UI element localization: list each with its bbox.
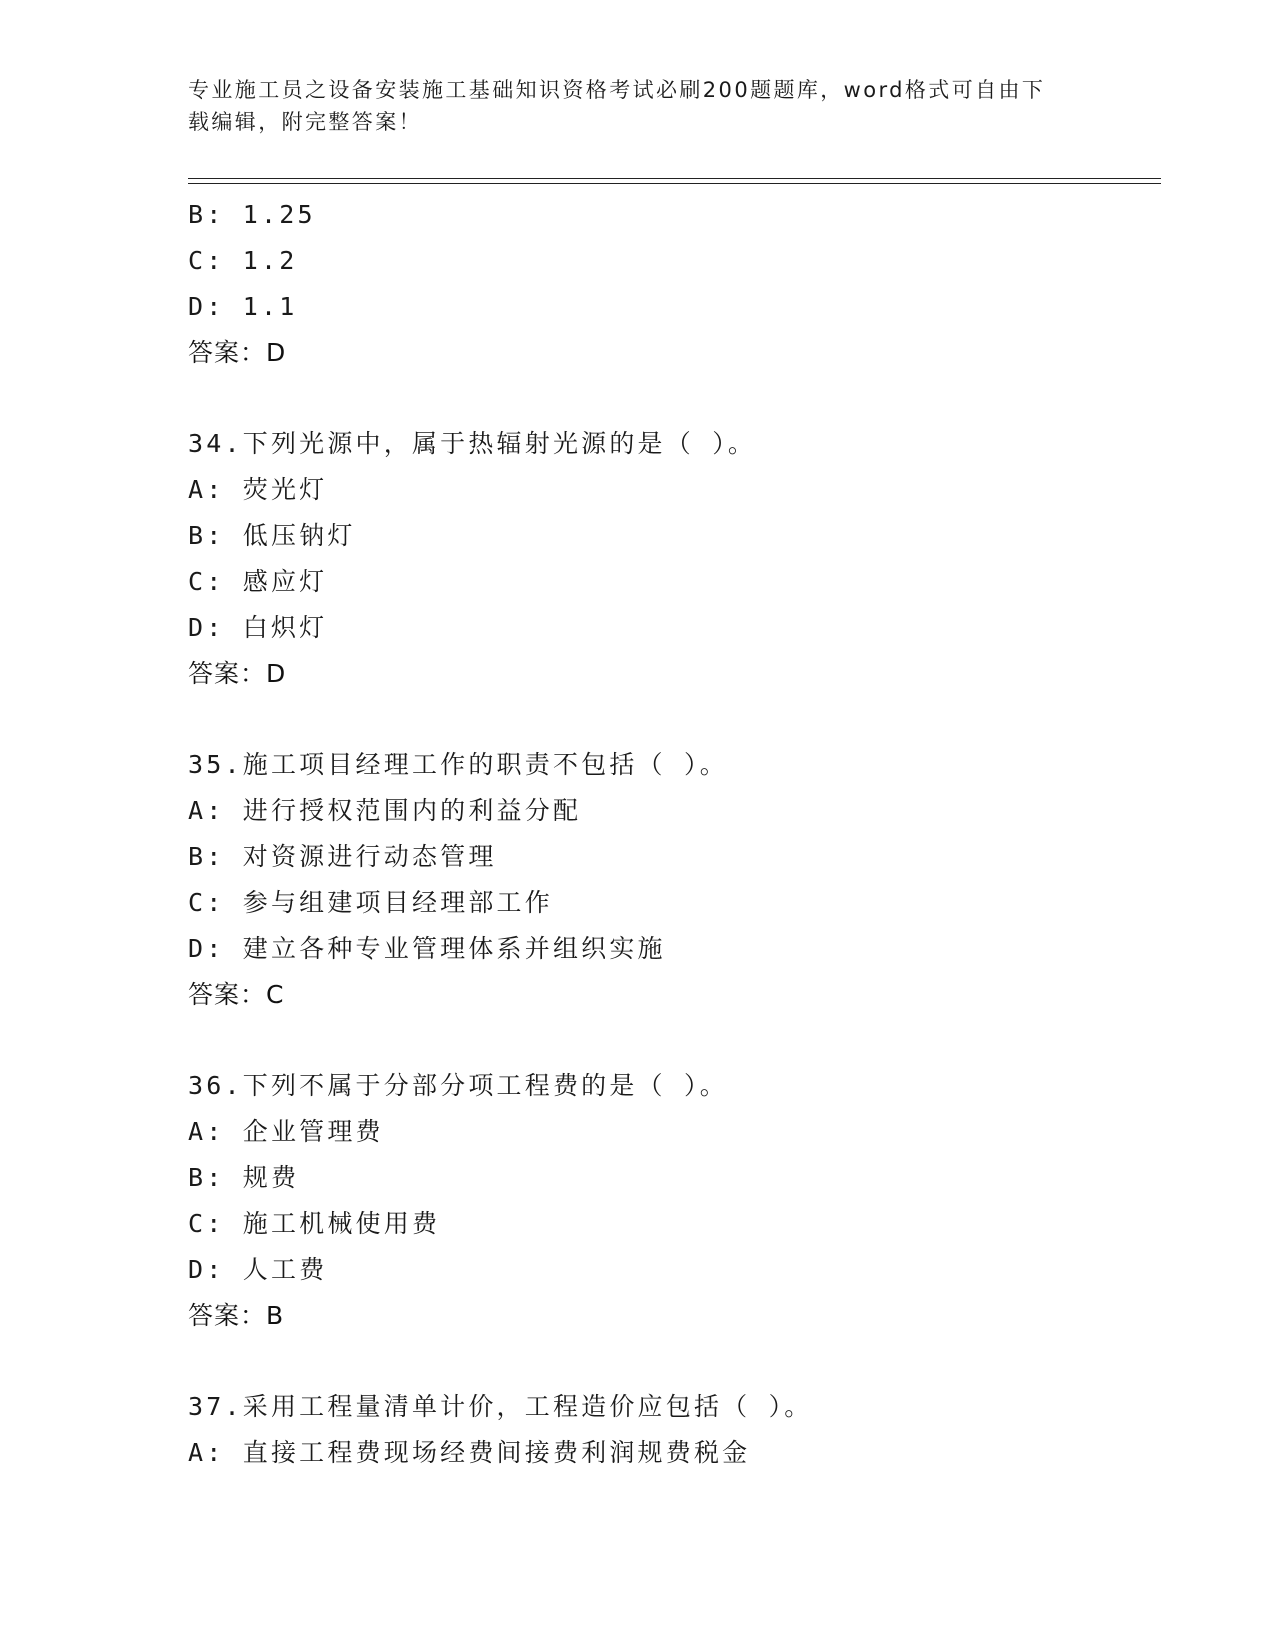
option-a: A: 直接工程费现场经费间接费利润规费税金 (188, 1438, 751, 1467)
question-33-continued (188, 192, 1161, 376)
option-c: C: 1.2 (188, 246, 298, 275)
option-d: D: 人工费 (188, 1255, 328, 1284)
document-header: 专业施工员之设备安装施工基础知识资格考试必刷200题题库，word格式可自由下载编辑，附完整答案！ (188, 78, 1046, 134)
option-b: B: 低压钠灯 (188, 521, 356, 550)
header-divider-bottom (188, 183, 1161, 184)
option-b: B: 规费 (188, 1163, 300, 1192)
question-stem: 34.下列光源中，属于热辐射光源的是（ ）。 (188, 429, 757, 458)
answer-line: 答案：C (188, 980, 285, 1009)
option-c: C: 施工机械使用费 (188, 1209, 441, 1238)
answer-line: 答案：B (188, 1301, 285, 1330)
option-c: C: 参与组建项目经理部工作 (188, 888, 553, 917)
option-a: A: 企业管理费 (188, 1117, 384, 1146)
option-a: A: 进行授权范围内的利益分配 (188, 796, 582, 825)
question-list (188, 192, 1161, 1476)
question-stem: 36.下列不属于分部分项工程费的是（ ）。 (188, 1071, 728, 1100)
question-stem: 35.施工项目经理工作的职责不包括（ ）。 (188, 750, 728, 779)
spacer (188, 1339, 1161, 1384)
option-b: B: 1.25 (188, 200, 316, 229)
option-c: C: 感应灯 (188, 567, 328, 596)
question-34 (188, 421, 1161, 697)
option-a: A: 荧光灯 (188, 475, 328, 504)
spacer (188, 376, 1161, 421)
option-d: D: 建立各种专业管理体系并组织实施 (188, 934, 666, 963)
question-35 (188, 742, 1161, 1018)
header-divider-top (188, 178, 1161, 179)
answer-line: 答案：D (188, 338, 287, 367)
question-37 (188, 1384, 1161, 1476)
spacer (188, 1018, 1161, 1063)
answer-line: 答案：D (188, 659, 287, 688)
question-36 (188, 1063, 1161, 1339)
option-d: D: 白炽灯 (188, 613, 328, 642)
spacer (188, 697, 1161, 742)
option-d: D: 1.1 (188, 292, 298, 321)
option-b: B: 对资源进行动态管理 (188, 842, 497, 871)
question-stem: 37.采用工程量清单计价，工程造价应包括（ ）。 (188, 1392, 813, 1421)
